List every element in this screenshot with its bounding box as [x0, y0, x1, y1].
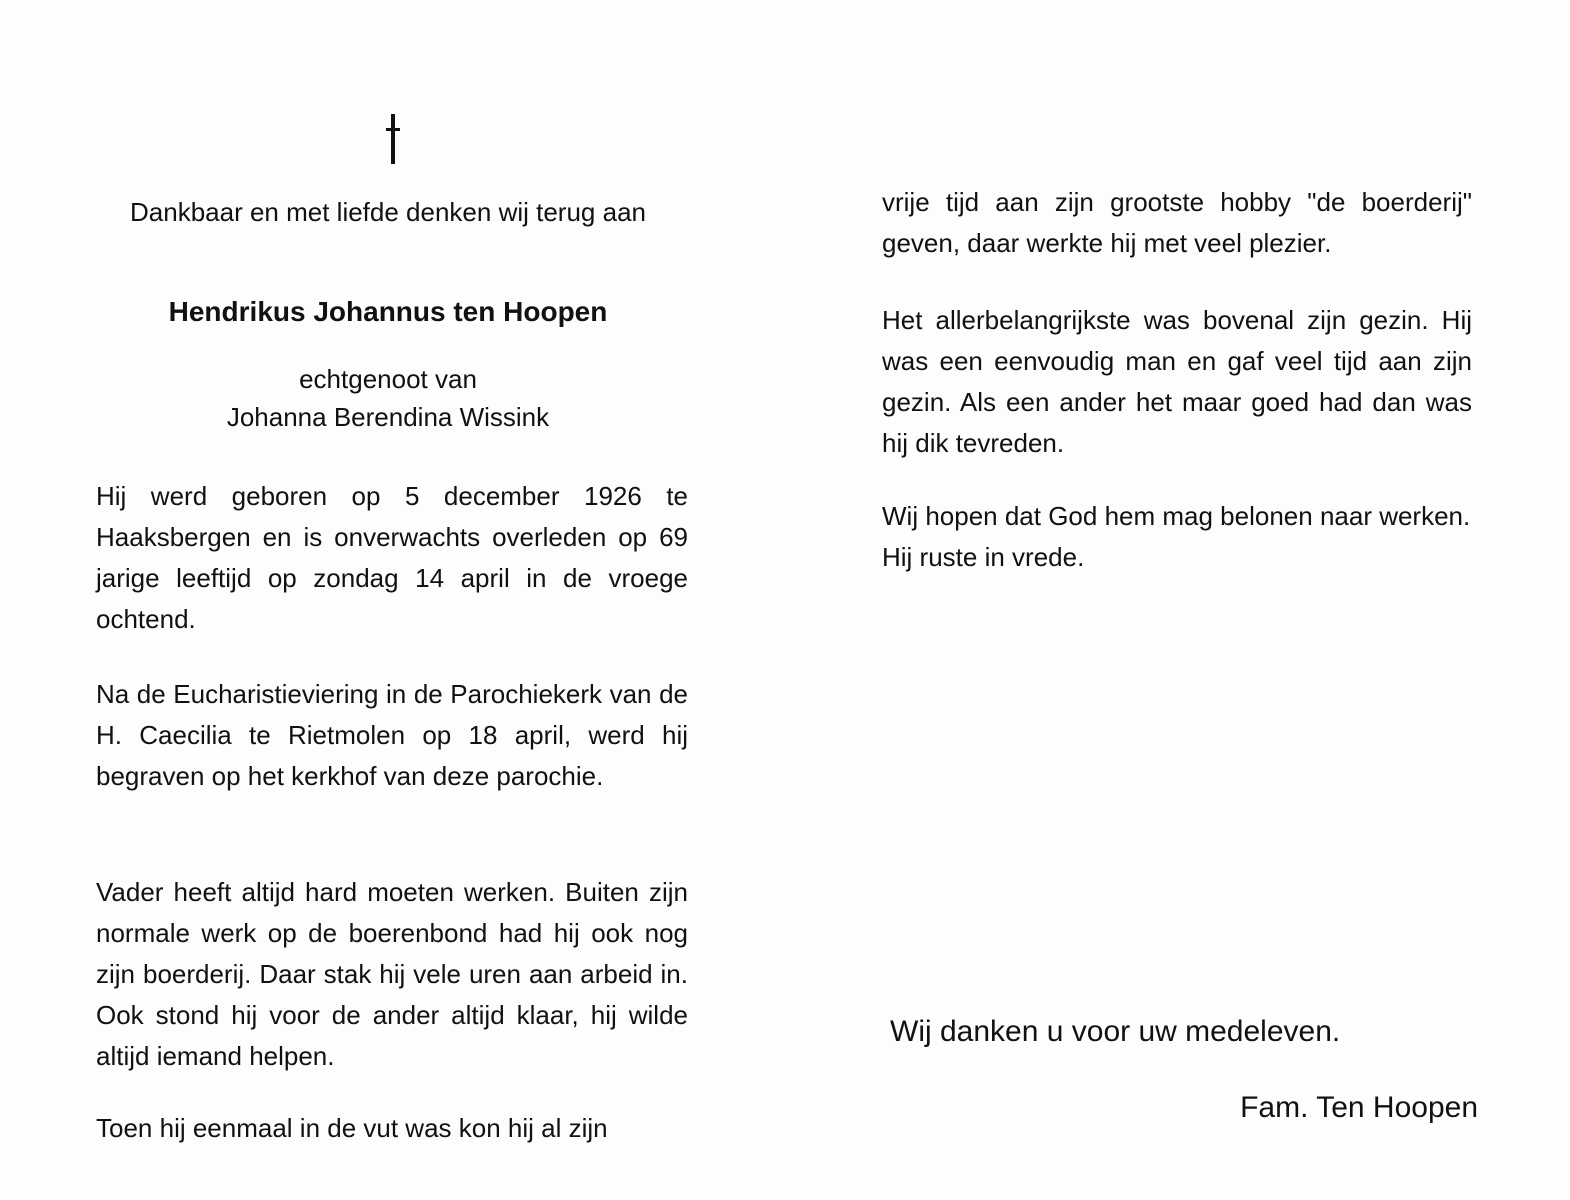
family-paragraph: Het allerbelangrijkste was bovenal zijn gezin. Hij was een eenvoudig man en gaf veel tijd aan zijn gezin. Als een ander het maar goed had dan was hij dik tevreden.: [882, 305, 1472, 458]
family-signature: Fam. Ten Hoopen: [1240, 1091, 1478, 1124]
spouse-name: Johanna Berendina Wissink: [226, 402, 550, 432]
birth-death-paragraph: Hij werd geboren op 5 december 1926 te Haaksbergen en is onverwachts overleden op 69 jarige leeftijd op zondag 14 april in de vroege ochtend.: [96, 481, 688, 634]
spouse-block: [96, 360, 680, 436]
funeral-paragraph: Na de Eucharistieviering in de Parochiekerk van de H. Caecilia te Rietmolen op 18 april, werd hij begraven op het kerkhof van deze parochie.: [96, 679, 688, 791]
intro-text: Dankbaar en met liefde denken wij terug aan: [130, 197, 646, 227]
work-paragraph: Vader heeft altijd hard moeten werken. Buiten zijn normale werk op de boerenbond had hij ook nog zijn boerderij. Daar stak hij vele uren aan arbeid in. Ook stond hij voor de ander altijd klaar, hij wilde altijd iemand helpen.: [96, 877, 688, 1071]
thanks-text: Wij danken u voor uw medeleven.: [890, 1015, 1341, 1048]
rest-in-peace-line: Hij ruste in vrede.: [882, 542, 1085, 572]
prayer-line: Wij hopen dat God hem mag belonen naar werken.: [882, 501, 1471, 531]
hobby-paragraph: vrije tijd aan zijn grootste hobby "de boerderij" geven, daar werkte hij met veel plezier.: [882, 187, 1472, 258]
cross-icon: [386, 114, 400, 164]
deceased-name: Hendrikus Johannus ten Hoopen: [168, 296, 608, 327]
retirement-paragraph-start: Toen hij eenmaal in de vut was kon hij al zijn: [96, 1113, 608, 1143]
prayer-paragraph: [882, 496, 1472, 578]
spouse-label: echtgenoot van: [299, 364, 477, 394]
